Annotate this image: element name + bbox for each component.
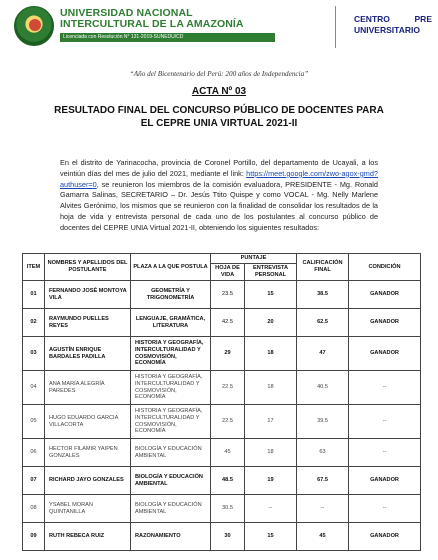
table-row	[23, 337, 421, 371]
cell-hoja: 45	[211, 439, 245, 467]
table-header-row	[23, 254, 421, 264]
cell-area: RAZONAMIENTO	[131, 523, 211, 551]
cell-name: YSABEL MORAN QUINTANILLA	[45, 495, 131, 523]
cell-final: 40.5	[297, 371, 349, 405]
cell-hoja: 29	[211, 337, 245, 371]
cell-condicion: GANADOR	[349, 337, 421, 371]
year-motto: “Año del Bicentenario del Perú: 200 años de Independencia”	[129, 70, 309, 78]
cell-hoja: 30	[211, 523, 245, 551]
cell-name: HECTOR FILAMIR YAIPEN GONZALES	[45, 439, 131, 467]
col-header-item: ITEM	[23, 254, 45, 281]
cell-area: GEOMETRÍA Y TRIGONOMETRÍA	[131, 281, 211, 309]
cell-item: 07	[23, 467, 45, 495]
cell-item: 01	[23, 281, 45, 309]
license-banner: Licenciada con Resolución N° 131-2019-SUNEDU/CD	[60, 33, 275, 42]
cell-item: 06	[23, 439, 45, 467]
cell-name: FERNANDO JOSÉ MONTOYA VILA	[45, 281, 131, 309]
document-header	[0, 0, 438, 58]
cell-condicion: --	[349, 439, 421, 467]
cell-item: 05	[23, 405, 45, 439]
cell-entrevista: 15	[245, 523, 297, 551]
col-header-entrevista: ENTREVISTA PERSONAL	[245, 264, 297, 281]
cell-condicion: --	[349, 405, 421, 439]
cell-entrevista: 17	[245, 405, 297, 439]
cell-area: BIOLOGÍA Y EDUCACIÓN AMBIENTAL	[131, 439, 211, 467]
header-divider	[335, 6, 336, 48]
seal-emblem	[29, 19, 41, 31]
centro-preuniversitario-label	[354, 14, 438, 36]
cell-final: 47	[297, 337, 349, 371]
col-header-puntaje: PUNTAJE	[211, 254, 297, 264]
intro-text-part2: , se reunieron los miembros de la comisión evaluadora, PRESIDENTE - Mg. Ronald Gamarra Salinas, SECRETARIO – Dr. Jesús Ttito Quispe y como VOCAL - Mg. Nelly Marlene Alvites Gerónimo, los mismos que se reunieron con la finalidad de consolidar los resultados de la hoja de vida y entrevista personal de cada uno de los postulantes al concurso público de docentes del CEPRE UNIA Virtual 2021-II, obteniendo los siguientes resultados:	[60, 179, 378, 232]
cell-area: LENGUAJE, GRAMÁTICA, LITERATURA	[131, 309, 211, 337]
table-row	[23, 405, 421, 439]
acta-number: ACTA Nº 03	[191, 86, 247, 97]
cell-entrevista: 18	[245, 439, 297, 467]
cell-final: 45	[297, 523, 349, 551]
cell-condicion: --	[349, 371, 421, 405]
cell-item: 09	[23, 523, 45, 551]
table-row	[23, 371, 421, 405]
cell-condicion: --	[349, 495, 421, 523]
cell-hoja: 42.5	[211, 309, 245, 337]
intro-paragraph	[60, 158, 378, 234]
col-header-calificacion: CALIFICACIÓN FINAL	[297, 254, 349, 281]
cell-name: ANA MARÍA ALEGRÍA PAREDES	[45, 371, 131, 405]
cell-entrevista: 19	[245, 467, 297, 495]
cell-name: RICHARD JAYO GONZALES	[45, 467, 131, 495]
col-header-name: NOMBRES Y APELLIDOS DEL POSTULANTE	[45, 254, 131, 281]
cell-entrevista: 18	[245, 371, 297, 405]
cell-hoja: 48.5	[211, 467, 245, 495]
cell-item: 03	[23, 337, 45, 371]
cell-area: BIOLOGÍA Y EDUCACIÓN AMBIENTAL	[131, 467, 211, 495]
cell-condicion: GANADOR	[349, 523, 421, 551]
cell-item: 02	[23, 309, 45, 337]
cell-item: 04	[23, 371, 45, 405]
cell-name: RAYMUNDO PUELLES REYES	[45, 309, 131, 337]
title-line2: EL CEPRE UNIA VIRTUAL 2021-II	[140, 118, 298, 129]
cell-hoja: 22.5	[211, 371, 245, 405]
university-name-line2: INTERCULTURAL DE LA AMAZONÍA	[60, 18, 244, 30]
cell-entrevista: 18	[245, 337, 297, 371]
table-row	[23, 439, 421, 467]
centro-word: CENTRO	[354, 14, 390, 24]
cell-entrevista: 15	[245, 281, 297, 309]
cell-final: 38.5	[297, 281, 349, 309]
cell-final: 67.5	[297, 467, 349, 495]
cell-condicion: GANADOR	[349, 309, 421, 337]
cell-name: AGUSTÍN ENRIQUE BARDALES PADILLA	[45, 337, 131, 371]
table-row	[23, 281, 421, 309]
cell-name: HUGO EDUARDO GARCIA VILLACORTA	[45, 405, 131, 439]
col-header-condicion: CONDICIÓN	[349, 254, 421, 281]
table-row	[23, 523, 421, 551]
cell-condicion: GANADOR	[349, 281, 421, 309]
cell-area: BIOLOGÍA Y EDUCACIÓN AMBIENTAL	[131, 495, 211, 523]
col-header-area: PLAZA A LA QUE POSTULA	[131, 254, 211, 281]
results-table	[22, 253, 421, 551]
table-row	[23, 467, 421, 495]
intro-text-part1: En el distrito de Yarinacocha, provincia de Coronel Portillo, del departamento de Ucayali, a los veintiún días del mes de julio del 2021, mediante el link:	[60, 158, 378, 178]
cell-final: --	[297, 495, 349, 523]
cell-area: HISTORIA Y GEOGRAFÍA, INTERCULTURALIDAD Y COSMOVISIÓN, ECONOMÍA	[131, 405, 211, 439]
document-title	[50, 104, 388, 130]
table-row	[23, 309, 421, 337]
cell-item: 08	[23, 495, 45, 523]
cell-condicion: GANADOR	[349, 467, 421, 495]
col-header-hoja: HOJA DE VIDA	[211, 264, 245, 281]
cell-hoja: 23.5	[211, 281, 245, 309]
cell-hoja: 22.5	[211, 405, 245, 439]
cell-entrevista: 20	[245, 309, 297, 337]
cell-final: 62.5	[297, 309, 349, 337]
universitario-word: UNIVERSITARIO	[354, 25, 420, 35]
title-line1: RESULTADO FINAL DEL CONCURSO PÚBLICO DE DOCENTES PARA	[54, 105, 384, 116]
table-row	[23, 495, 421, 523]
university-seal-logo	[14, 6, 54, 46]
university-name	[60, 8, 285, 30]
cell-area: HISTORIA Y GEOGRAFÍA, INTERCULTURALIDAD Y COSMOVISIÓN, ECONOMÍA	[131, 337, 211, 371]
meet-link[interactable]: https://meet.google.com/zwo-agox-gmd?authuser=0	[60, 168, 378, 189]
pre-word: PRE	[414, 14, 432, 24]
cell-entrevista: --	[245, 495, 297, 523]
cell-final: 39.5	[297, 405, 349, 439]
cell-hoja: 30.5	[211, 495, 245, 523]
cell-area: HISTORIA Y GEOGRAFÍA, INTERCULTURALIDAD Y COSMOVISIÓN, ECONOMÍA	[131, 371, 211, 405]
cell-name: RUTH REBECA RUIZ	[45, 523, 131, 551]
university-name-line1: UNIVERSIDAD NACIONAL	[60, 7, 193, 19]
cell-final: 63	[297, 439, 349, 467]
